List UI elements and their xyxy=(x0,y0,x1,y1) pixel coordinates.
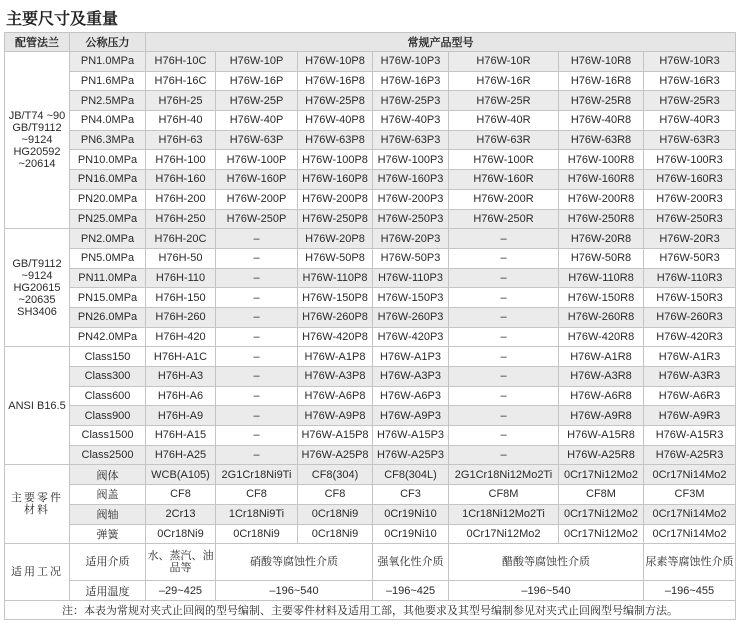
temp-cell: –196~540 xyxy=(449,581,644,601)
model-cell: – xyxy=(216,248,298,268)
model-cell: H76W-110P8 xyxy=(298,268,373,288)
model-cell: H76W-A25R8 xyxy=(559,445,644,465)
model-cell: H76W-200P3 xyxy=(373,189,449,209)
model-cell: H76W-10P xyxy=(216,52,298,72)
model-cell: H76H-160 xyxy=(146,170,216,190)
model-cell: H76W-63R3 xyxy=(644,130,736,150)
model-cell: H76H-63 xyxy=(146,130,216,150)
model-cell: H76W-150P8 xyxy=(298,288,373,308)
model-cell: H76W-63R xyxy=(449,130,559,150)
model-cell: H76W-110P3 xyxy=(373,268,449,288)
pressure-cell: PN15.0MPa xyxy=(70,288,146,308)
model-cell: – xyxy=(449,445,559,465)
table-row xyxy=(5,209,736,229)
model-cell: H76H-40 xyxy=(146,111,216,131)
model-cell: H76W-A25P8 xyxy=(298,445,373,465)
pressure-cell: PN11.0MPa xyxy=(70,268,146,288)
pressure-cell: Class1500 xyxy=(70,426,146,446)
model-cell: H76W-40P xyxy=(216,111,298,131)
material-cell: CF3 xyxy=(373,485,449,505)
material-cell: 0Cr17Ni12Mo2 xyxy=(559,504,644,524)
model-cell: H76W-A15P8 xyxy=(298,426,373,446)
model-cell: H76W-420R3 xyxy=(644,327,736,347)
table-row xyxy=(5,445,736,465)
model-cell: H76W-250P xyxy=(216,209,298,229)
model-cell: H76H-10C xyxy=(146,52,216,72)
model-cell: H76W-20R8 xyxy=(559,229,644,249)
model-cell: H76W-50P3 xyxy=(373,248,449,268)
material-cell: 1Cr18Ni12Mo2Ti xyxy=(449,504,559,524)
table-row xyxy=(5,248,736,268)
material-cell: CF8M xyxy=(449,485,559,505)
model-cell: – xyxy=(216,347,298,367)
model-cell: – xyxy=(449,248,559,268)
material-cell: 0Cr17Ni12Mo2 xyxy=(449,524,559,544)
model-cell: – xyxy=(449,229,559,249)
model-cell: H76W-50P8 xyxy=(298,248,373,268)
model-cell: H76H-100 xyxy=(146,150,216,170)
model-cell: H76W-A6R8 xyxy=(559,386,644,406)
model-cell: H76W-16R3 xyxy=(644,71,736,91)
model-cell: H76W-150R8 xyxy=(559,288,644,308)
material-cell: WCB(A105) xyxy=(146,465,216,485)
temp-cell: –196~425 xyxy=(373,581,449,601)
model-cell: H76W-A25R3 xyxy=(644,445,736,465)
table-row xyxy=(5,327,736,347)
model-cell: – xyxy=(216,327,298,347)
model-cell: H76W-160R xyxy=(449,170,559,190)
model-cell: H76W-16R8 xyxy=(559,71,644,91)
material-cell: CF8 xyxy=(146,485,216,505)
material-cell: 1Cr18Ni9Ti xyxy=(216,504,298,524)
model-cell: – xyxy=(449,347,559,367)
table-row xyxy=(5,268,736,288)
model-cell: H76W-A9R8 xyxy=(559,406,644,426)
model-cell: H76W-A9P3 xyxy=(373,406,449,426)
model-cell: H76W-100R8 xyxy=(559,150,644,170)
conditions-label: 适用工况 xyxy=(5,544,70,601)
model-cell: H76W-260P8 xyxy=(298,307,373,327)
part-name-cell: 阀轴 xyxy=(70,504,146,524)
model-cell: H76W-250P8 xyxy=(298,209,373,229)
model-cell: H76W-200P8 xyxy=(298,189,373,209)
model-cell: H76W-A15R8 xyxy=(559,426,644,446)
model-cell: H76W-16R xyxy=(449,71,559,91)
medium-cell: 尿素等腐蚀性介质 xyxy=(644,544,736,581)
table-note: 注：本表为常规对夹式止回阀的型号编制、主要零件材料及适用工部，其他要求及其型号编制参见对夹式止回阀型号编制方法。 xyxy=(5,600,736,619)
model-cell: H76H-260 xyxy=(146,307,216,327)
model-cell: H76W-250R8 xyxy=(559,209,644,229)
table-row xyxy=(5,426,736,446)
pressure-cell: Class150 xyxy=(70,347,146,367)
material-cell: 0Cr18Ni9 xyxy=(298,524,373,544)
medium-row xyxy=(5,544,736,581)
model-cell: H76W-200P xyxy=(216,189,298,209)
table-row xyxy=(5,189,736,209)
model-cell: H76W-250R xyxy=(449,209,559,229)
model-cell: H76H-A25 xyxy=(146,445,216,465)
model-cell: H76W-A6P8 xyxy=(298,386,373,406)
model-cell: H76W-50R3 xyxy=(644,248,736,268)
model-cell: – xyxy=(449,367,559,387)
model-cell: H76W-200R xyxy=(449,189,559,209)
model-cell: H76W-25R8 xyxy=(559,91,644,111)
group2-label: GB/T9112 ~9124 HG20615 ~20635 SH3406 xyxy=(5,229,70,347)
part-name-cell: 弹簧 xyxy=(70,524,146,544)
header-row xyxy=(5,33,736,52)
header-flange: 配管法兰 xyxy=(5,33,70,52)
model-cell: H76W-10R xyxy=(449,52,559,72)
material-cell: 2Cr13 xyxy=(146,504,216,524)
table-row xyxy=(5,406,736,426)
model-cell: H76W-16P xyxy=(216,71,298,91)
model-cell: H76W-160P8 xyxy=(298,170,373,190)
model-cell: H76W-160R3 xyxy=(644,170,736,190)
pressure-cell: PN2.0MPa xyxy=(70,229,146,249)
model-cell: H76W-25R3 xyxy=(644,91,736,111)
model-cell: H76W-A9P8 xyxy=(298,406,373,426)
medium-cell: 强氧化性介质 xyxy=(373,544,449,581)
model-cell: H76W-420P3 xyxy=(373,327,449,347)
model-cell: H76W-150R3 xyxy=(644,288,736,308)
table-row xyxy=(5,130,736,150)
material-row xyxy=(5,504,736,524)
model-cell: H76W-A3P3 xyxy=(373,367,449,387)
model-cell: H76W-40R8 xyxy=(559,111,644,131)
model-cell: H76W-A15P3 xyxy=(373,426,449,446)
model-cell: H76W-63P3 xyxy=(373,130,449,150)
temp-cell: –29~425 xyxy=(146,581,216,601)
table-row xyxy=(5,71,736,91)
model-cell: – xyxy=(449,426,559,446)
table-row xyxy=(5,386,736,406)
table-row xyxy=(5,347,736,367)
material-cell: CF3M xyxy=(644,485,736,505)
material-cell: 0Cr17Ni12Mo2 xyxy=(559,524,644,544)
pressure-cell: PN1.0MPa xyxy=(70,52,146,72)
model-cell: H76H-250 xyxy=(146,209,216,229)
medium-cell: 硝酸等腐蚀性介质 xyxy=(216,544,373,581)
group1-label: JB/T74 ~90 GB/T9112 ~9124 HG20592 ~20614 xyxy=(5,52,70,229)
model-cell: H76W-260R3 xyxy=(644,307,736,327)
spec-table xyxy=(4,32,736,620)
model-cell: H76W-A3R3 xyxy=(644,367,736,387)
model-cell: – xyxy=(216,406,298,426)
model-cell: H76W-100P xyxy=(216,150,298,170)
model-cell: H76W-A3R8 xyxy=(559,367,644,387)
model-cell: H76W-40R xyxy=(449,111,559,131)
material-cell: 2G1Cr18Ni12Mo2Ti xyxy=(449,465,559,485)
model-cell: H76W-10P3 xyxy=(373,52,449,72)
table-row xyxy=(5,288,736,308)
material-cell: 0Cr17Ni14Mo2 xyxy=(644,504,736,524)
material-row xyxy=(5,465,736,485)
medium-cell: 水、蒸汽、油品等 xyxy=(146,544,216,581)
medium-cell: 醋酸等腐蚀性介质 xyxy=(449,544,644,581)
header-pressure: 公称压力 xyxy=(70,33,146,52)
model-cell: H76W-160P xyxy=(216,170,298,190)
table-row xyxy=(5,52,736,72)
table-row xyxy=(5,170,736,190)
model-cell: H76H-420 xyxy=(146,327,216,347)
material-cell: CF8M xyxy=(559,485,644,505)
model-cell: H76W-10P8 xyxy=(298,52,373,72)
model-cell: – xyxy=(449,307,559,327)
model-cell: H76W-40R3 xyxy=(644,111,736,131)
pressure-cell: Class900 xyxy=(70,406,146,426)
model-cell: H76W-260R8 xyxy=(559,307,644,327)
model-cell: H76W-10R8 xyxy=(559,52,644,72)
model-cell: H76H-150 xyxy=(146,288,216,308)
material-row xyxy=(5,485,736,505)
model-cell: H76W-100P8 xyxy=(298,150,373,170)
model-cell: H76W-20R3 xyxy=(644,229,736,249)
note-row xyxy=(5,600,736,619)
model-cell: H76W-40P3 xyxy=(373,111,449,131)
pressure-cell: PN4.0MPa xyxy=(70,111,146,131)
pressure-cell: PN2.5MPa xyxy=(70,91,146,111)
table-row xyxy=(5,229,736,249)
model-cell: H76H-A3 xyxy=(146,367,216,387)
model-cell: H76W-200R8 xyxy=(559,189,644,209)
model-cell: H76W-420P8 xyxy=(298,327,373,347)
model-cell: H76W-260P3 xyxy=(373,307,449,327)
model-cell: H76W-A1P8 xyxy=(298,347,373,367)
header-models: 常规产品型号 xyxy=(146,33,736,52)
model-cell: H76H-25 xyxy=(146,91,216,111)
material-cell: CF8 xyxy=(298,485,373,505)
temp-cell: –196~455 xyxy=(644,581,736,601)
pressure-cell: PN42.0MPa xyxy=(70,327,146,347)
page-title: 主要尺寸及重量 xyxy=(6,11,119,28)
model-cell: H76W-20P8 xyxy=(298,229,373,249)
material-cell: CF8(304L) xyxy=(373,465,449,485)
table-row xyxy=(5,150,736,170)
part-name-cell: 阀体 xyxy=(70,465,146,485)
model-cell: H76W-16P3 xyxy=(373,71,449,91)
table-row xyxy=(5,367,736,387)
material-cell: CF8(304) xyxy=(298,465,373,485)
material-cell: 2G1Cr18Ni9Ti xyxy=(216,465,298,485)
material-cell: 0Cr18Ni9 xyxy=(298,504,373,524)
part-name-cell: 阀盖 xyxy=(70,485,146,505)
model-cell: H76W-A6R3 xyxy=(644,386,736,406)
model-cell: H76H-A15 xyxy=(146,426,216,446)
pressure-cell: PN26.0MPa xyxy=(70,307,146,327)
material-cell: 0Cr19Ni10 xyxy=(373,524,449,544)
model-cell: H76H-A9 xyxy=(146,406,216,426)
model-cell: H76W-25P3 xyxy=(373,91,449,111)
model-cell: H76W-250R3 xyxy=(644,209,736,229)
pressure-cell: Class600 xyxy=(70,386,146,406)
material-cell: 0Cr17Ni14Mo2 xyxy=(644,465,736,485)
model-cell: – xyxy=(449,268,559,288)
model-cell: – xyxy=(216,386,298,406)
model-cell: H76W-A1R8 xyxy=(559,347,644,367)
table-row xyxy=(5,111,736,131)
model-cell: H76W-160P3 xyxy=(373,170,449,190)
model-cell: H76W-150P3 xyxy=(373,288,449,308)
model-cell: H76W-A1R3 xyxy=(644,347,736,367)
model-cell: H76W-200R3 xyxy=(644,189,736,209)
model-cell: H76W-A3P8 xyxy=(298,367,373,387)
group3-label: ANSI B16.5 xyxy=(5,347,70,465)
model-cell: H76W-25P8 xyxy=(298,91,373,111)
pressure-cell: PN10.0MPa xyxy=(70,150,146,170)
medium-label: 适用介质 xyxy=(70,544,146,581)
model-cell: H76W-25P xyxy=(216,91,298,111)
model-cell: H76W-100R3 xyxy=(644,150,736,170)
model-cell: H76W-63P8 xyxy=(298,130,373,150)
model-cell: H76W-420R8 xyxy=(559,327,644,347)
model-cell: – xyxy=(449,288,559,308)
model-cell: H76W-A9R3 xyxy=(644,406,736,426)
temp-cell: –196~540 xyxy=(216,581,373,601)
model-cell: H76W-A25P3 xyxy=(373,445,449,465)
model-cell: H76W-110R3 xyxy=(644,268,736,288)
model-cell: – xyxy=(449,386,559,406)
model-cell: H76H-20C xyxy=(146,229,216,249)
pressure-cell: PN1.6MPa xyxy=(70,71,146,91)
model-cell: H76H-50 xyxy=(146,248,216,268)
model-cell: H76W-16P8 xyxy=(298,71,373,91)
model-cell: H76W-110R8 xyxy=(559,268,644,288)
model-cell: H76W-250P3 xyxy=(373,209,449,229)
model-cell: H76W-20P3 xyxy=(373,229,449,249)
pressure-cell: PN20.0MPa xyxy=(70,189,146,209)
model-cell: H76H-200 xyxy=(146,189,216,209)
pressure-cell: PN16.0MPa xyxy=(70,170,146,190)
model-cell: H76H-16C xyxy=(146,71,216,91)
temp-row xyxy=(5,581,736,601)
model-cell: – xyxy=(216,229,298,249)
table-row xyxy=(5,307,736,327)
model-cell: – xyxy=(216,445,298,465)
model-cell: H76W-A15R3 xyxy=(644,426,736,446)
material-cell: 0Cr18Ni9 xyxy=(146,524,216,544)
model-cell: H76H-110 xyxy=(146,268,216,288)
model-cell: – xyxy=(216,268,298,288)
pressure-cell: Class300 xyxy=(70,367,146,387)
material-cell: CF8 xyxy=(216,485,298,505)
model-cell: – xyxy=(216,288,298,308)
model-cell: H76W-160R8 xyxy=(559,170,644,190)
pressure-cell: PN5.0MPa xyxy=(70,248,146,268)
material-row xyxy=(5,524,736,544)
model-cell: H76W-100R xyxy=(449,150,559,170)
model-cell: H76H-A6 xyxy=(146,386,216,406)
model-cell: H76W-100P3 xyxy=(373,150,449,170)
materials-label: 主要零件材料 xyxy=(5,465,70,544)
model-cell: H76W-10R3 xyxy=(644,52,736,72)
model-cell: H76W-63P xyxy=(216,130,298,150)
model-cell: H76W-40P8 xyxy=(298,111,373,131)
material-cell: 0Cr18Ni9 xyxy=(216,524,298,544)
model-cell: H76W-25R xyxy=(449,91,559,111)
material-cell: 0Cr17Ni12Mo2 xyxy=(559,465,644,485)
table-row xyxy=(5,91,736,111)
model-cell: H76W-A6P3 xyxy=(373,386,449,406)
model-cell: H76W-63R8 xyxy=(559,130,644,150)
model-cell: – xyxy=(449,406,559,426)
model-cell: – xyxy=(216,307,298,327)
material-cell: 0Cr19Ni10 xyxy=(373,504,449,524)
model-cell: – xyxy=(449,327,559,347)
model-cell: H76H-A1C xyxy=(146,347,216,367)
model-cell: – xyxy=(216,367,298,387)
model-cell: – xyxy=(216,426,298,446)
model-cell: H76W-50R8 xyxy=(559,248,644,268)
pressure-cell: PN25.0MPa xyxy=(70,209,146,229)
material-cell: 0Cr17Ni14Mo2 xyxy=(644,524,736,544)
temp-label: 适用温度 xyxy=(70,581,146,601)
pressure-cell: Class2500 xyxy=(70,445,146,465)
spec-table-body xyxy=(5,33,736,620)
pressure-cell: PN6.3MPa xyxy=(70,130,146,150)
model-cell: H76W-A1P3 xyxy=(373,347,449,367)
